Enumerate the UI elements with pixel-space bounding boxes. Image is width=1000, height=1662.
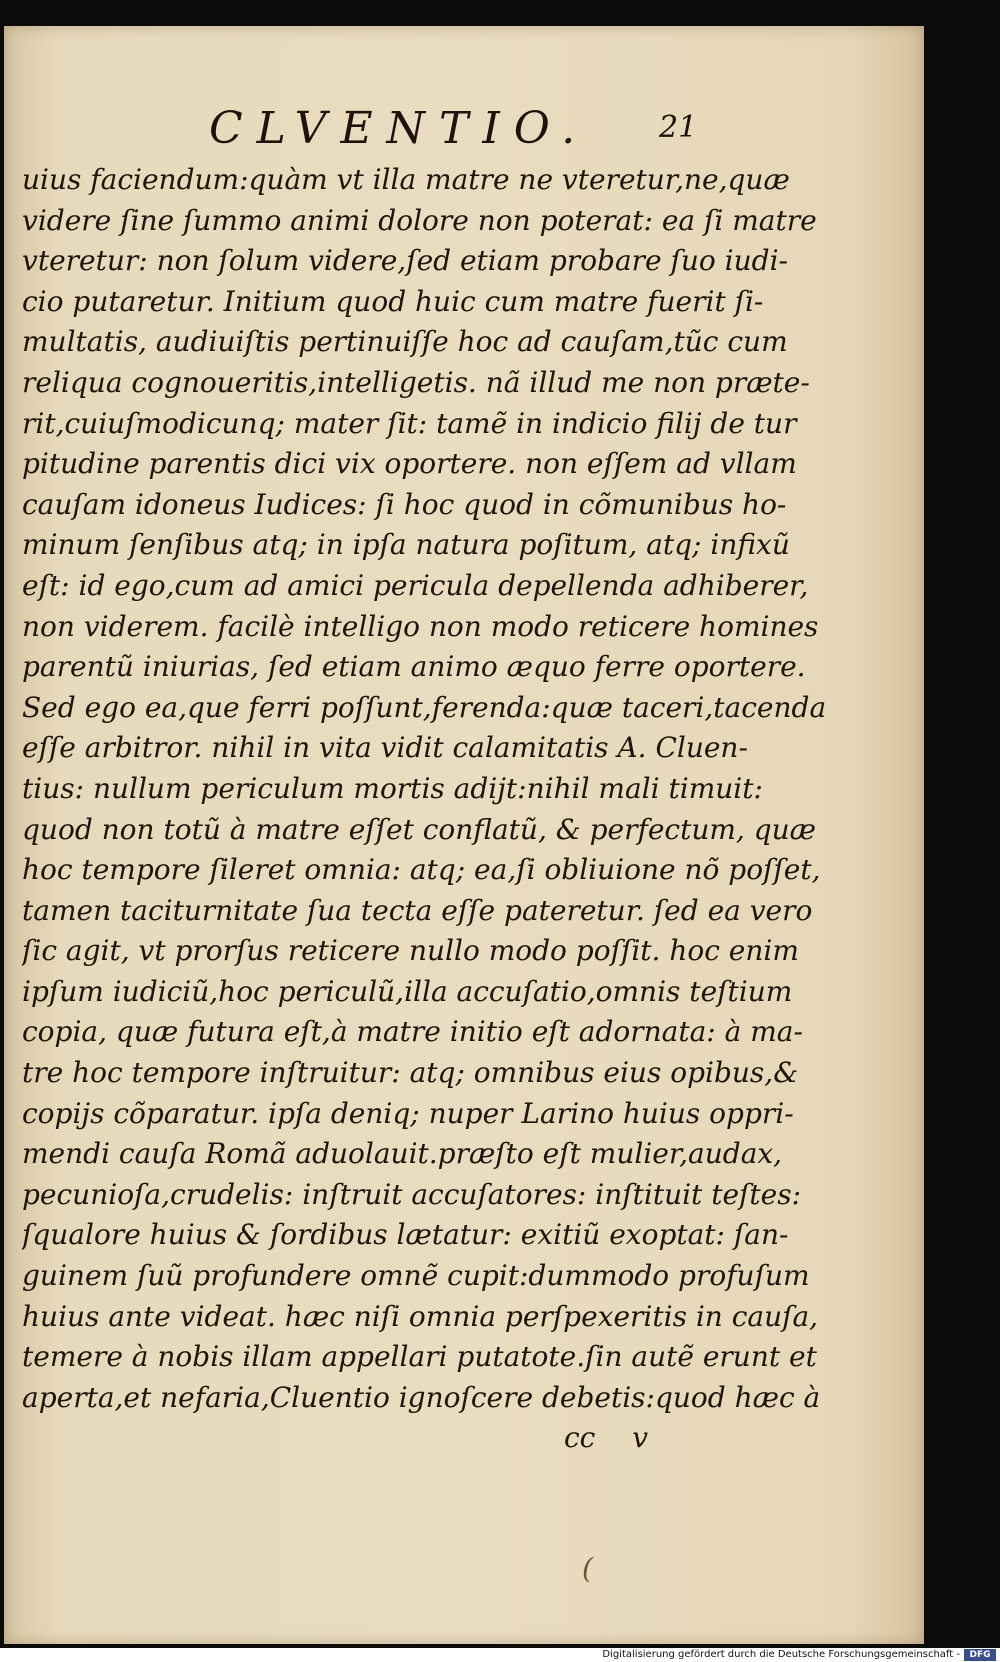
- text-line: mendi cauſa Romã aduolauit.præſto eſt mulier,audax,: [22, 1137, 783, 1171]
- text-line: cauſam idoneus Iudices: ſi hoc quod in cõmunibus ho-: [22, 487, 787, 521]
- text-line: reliqua cognoueritis,intelligetis. nã illud me non præte-: [22, 365, 810, 399]
- text-line: temere à nobis illam appellari putatote.ſin autẽ erunt et: [22, 1340, 817, 1374]
- digitization-footer: [0, 1648, 1000, 1662]
- text-line: pecunioſa,crudelis: inſtruit accuſatores: inſtituit teſtes:: [22, 1177, 802, 1211]
- text-line: videre ſine ſummo animi dolore non poterat: ea ſi matre: [22, 203, 817, 237]
- running-head: [4, 104, 924, 154]
- text-line: copijs cõparatur. ipſa deniq; nuper Larino huius oppri-: [22, 1096, 794, 1130]
- text-line: tre hoc tempore inſtruitur: atq; omnibus eius opibus,&: [22, 1056, 799, 1090]
- body-text: [22, 160, 892, 1418]
- text-line: ipſum iudiciũ,hoc periculũ,illa accuſatio,omnis teſtium: [22, 974, 793, 1008]
- page-number: 21: [659, 110, 698, 145]
- text-line: non viderem. facilè intelligo non modo reticere homines: [22, 609, 819, 643]
- text-line: cio putaretur. Initium quod huic cum matre fuerit ſi-: [22, 284, 764, 318]
- text-line: minum ſenſibus atq; in ipſa natura poſitum, atq; infixũ: [22, 528, 790, 562]
- text-line: guinem ſuũ profundere omnẽ cupit:dummodo profuſum: [22, 1259, 810, 1293]
- text-line: hoc tempore ſileret omnia: atq; ea,ſi obliuione nõ poſſet,: [22, 853, 821, 887]
- text-line: rit,cuiuſmodicunq; mater ſit: tamẽ in indicio filij de tur: [22, 406, 797, 440]
- catchword-signature: cc v: [564, 1421, 649, 1454]
- text-line: tius: nullum periculum mortis adijt:nihil mali timuit:: [22, 771, 763, 805]
- text-line: eſt: id ego,cum ad amici pericula depellenda adhiberer,: [22, 568, 809, 602]
- running-head-title: CLVENTIO.: [209, 103, 590, 154]
- text-line: huius ante videat. hæc niſi omnia perſpexeritis in cauſa,: [22, 1299, 819, 1333]
- footer-credit: Digitalisierung gefördert durch die Deutsche Forschungsgemeinschaft -: [602, 1649, 960, 1660]
- text-line: pitudine parentis dici vix oportere. non eſſem ad vllam: [22, 447, 797, 481]
- text-line: aperta,et nefaria,Cluentio ignoſcere debetis:quod hæc à: [22, 1380, 821, 1414]
- text-line: ſic agit, vt prorſus reticere nullo modo poſſit. hoc enim: [22, 934, 799, 968]
- text-line: vteretur: non ſolum videre,ſed etiam probare ſuo iudi-: [22, 244, 789, 278]
- text-line: quod non totũ à matre eſſet conflatũ, & perfectum, quæ: [22, 812, 816, 846]
- margin-mark: (: [582, 1552, 593, 1585]
- text-line: uius faciendum:quàm vt illa matre ne vteretur,ne,quæ: [22, 163, 790, 196]
- text-line: multatis, audiuiſtis pertinuiſſe hoc ad cauſam,tũc cum: [22, 325, 788, 359]
- text-line: parentũ iniurias, ſed etiam animo æquo ferre oportere.: [22, 650, 806, 684]
- text-line: tamen taciturnitate ſua tecta eſſe pateretur. ſed ea vero: [22, 893, 813, 927]
- dfg-logo-icon: DFG: [964, 1649, 996, 1661]
- text-line: ſqualore huius & ſordibus lætatur: exitiũ exoptat: ſan-: [22, 1218, 789, 1252]
- text-line: copia, quæ futura eſt,à matre initio eſt adornata: à ma-: [22, 1015, 803, 1049]
- text-line: eſſe arbitror. nihil in vita vidit calamitatis A. Cluen-: [22, 731, 748, 765]
- text-line: Sed ego ea,que ferri poſſunt,ferenda:quæ taceri,tacenda: [22, 690, 827, 724]
- book-page: [4, 26, 924, 1644]
